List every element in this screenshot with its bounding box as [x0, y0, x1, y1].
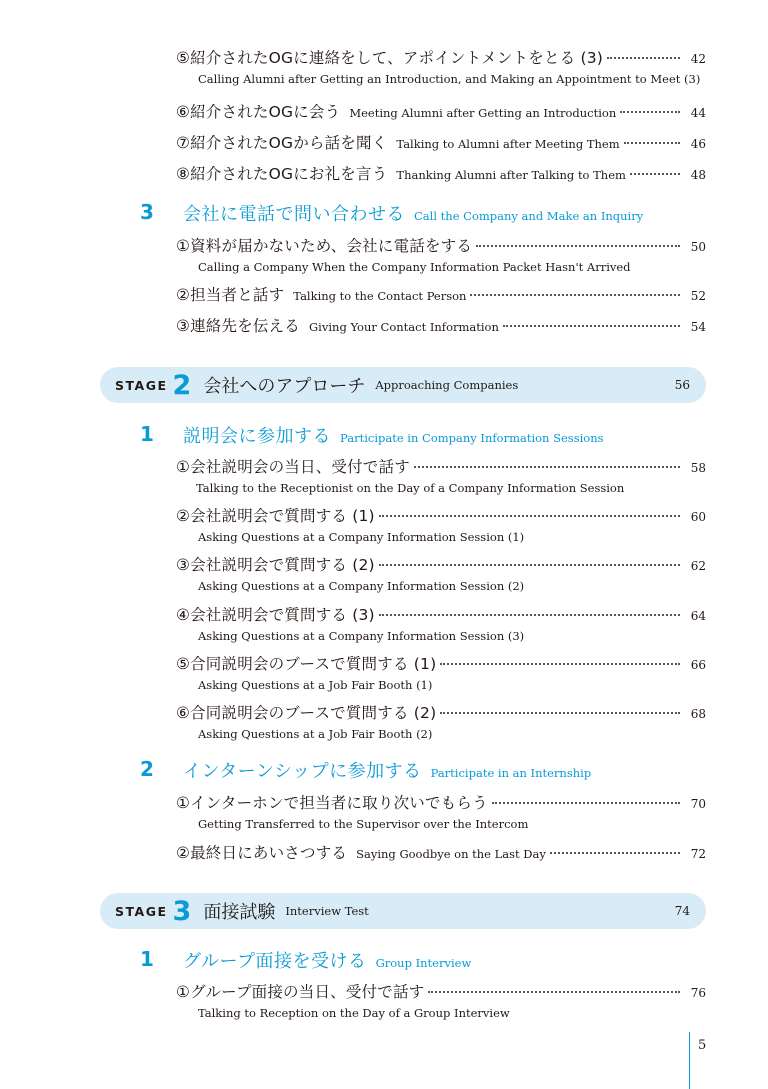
- leader-dots: [630, 173, 680, 175]
- section-number: 3: [140, 200, 154, 224]
- toc-entry[interactable]: [176, 314, 706, 334]
- entry-page: 44: [690, 106, 706, 120]
- toc-entry[interactable]: [176, 791, 706, 831]
- leader-dots: [379, 564, 680, 566]
- toc-entry[interactable]: [176, 553, 706, 593]
- entry-page: 50: [690, 240, 706, 254]
- stage-label: STAGE: [115, 903, 168, 919]
- entry-title: ⑤紹介されたOGに連絡をして、アポイントメントをとる (3): [176, 49, 604, 67]
- entry-subtitle: Talking to the Contact Person: [293, 289, 467, 303]
- toc-entry[interactable]: [176, 652, 706, 692]
- entry-subtitle: Asking Questions at a Company Information Session (2): [198, 579, 525, 593]
- entry-subtitle: Calling a Company When the Company Information Packet Hasn't Arrived: [198, 260, 631, 274]
- entry-title: ⑧紹介されたOGにお礼を言う: [176, 165, 388, 183]
- entry-subtitle: Thanking Alumni after Talking to Them: [396, 168, 626, 182]
- entry-title: ⑥合同説明会のブースで質問する (2): [176, 704, 437, 722]
- toc-entry[interactable]: [176, 234, 706, 274]
- entry-page: 42: [690, 52, 706, 66]
- section-title: グループ面接を受ける: [183, 951, 367, 972]
- entry-subtitle: Asking Questions at a Job Fair Booth (1): [198, 678, 433, 692]
- entry-page: 52: [690, 289, 706, 303]
- leader-dots: [440, 663, 680, 665]
- entry-page: 46: [690, 137, 706, 151]
- entry-page: 48: [690, 168, 706, 182]
- stage-subtitle: Approaching Companies: [375, 378, 519, 392]
- entry-title: ①会社説明会の当日、受付で話す: [176, 458, 410, 476]
- entry-subtitle: Giving Your Contact Information: [309, 320, 499, 334]
- leader-dots: [428, 991, 680, 993]
- toc-entry[interactable]: [176, 46, 706, 86]
- stage-page: 74: [674, 904, 690, 918]
- entry-title: ⑦紹介されたOGから話を聞く: [176, 134, 388, 152]
- entry-title: ②最終日にあいさつする: [176, 844, 348, 862]
- leader-dots: [414, 466, 680, 468]
- entry-subtitle: Talking to Alumni after Meeting Them: [396, 137, 620, 151]
- stage-3-banner[interactable]: [100, 893, 706, 929]
- entry-title: ①グループ面接の当日、受付で話す: [176, 983, 425, 1001]
- section-subtitle: Participate in an Internship: [430, 766, 592, 780]
- entry-subtitle: Asking Questions at a Company Information Session (3): [198, 629, 525, 643]
- entry-title: ②会社説明会で質問する (1): [176, 507, 375, 525]
- entry-title: ③会社説明会で質問する (2): [176, 556, 375, 574]
- toc-entry[interactable]: [176, 603, 706, 643]
- section-heading[interactable]: [183, 947, 471, 973]
- entry-page: 72: [690, 847, 706, 861]
- section-number: 1: [140, 947, 154, 971]
- section-heading[interactable]: [183, 422, 604, 448]
- entry-subtitle: Talking to the Receptionist on the Day of a Company Information Session: [196, 481, 625, 495]
- section-title: 会社に電話で問い合わせる: [183, 204, 405, 225]
- stage-title: 会社へのアプローチ: [203, 376, 366, 397]
- leader-dots: [624, 142, 680, 144]
- entry-page: 76: [690, 986, 706, 1000]
- entry-title: ②担当者と話す: [176, 286, 285, 304]
- section-title: インターンシップに参加する: [183, 761, 422, 782]
- toc-entry[interactable]: [176, 504, 706, 544]
- stage-number: 2: [172, 369, 192, 401]
- entry-title: ①インターホンで担当者に取り次いでもらう: [176, 794, 488, 812]
- leader-dots: [379, 614, 680, 616]
- leader-dots: [620, 111, 680, 113]
- toc-entry[interactable]: [176, 980, 706, 1020]
- entry-page: 60: [690, 510, 706, 524]
- section-subtitle: Group Interview: [375, 956, 472, 970]
- leader-dots: [503, 325, 680, 327]
- page-divider: [689, 1032, 690, 1089]
- leader-dots: [492, 802, 680, 804]
- stage-2-banner[interactable]: [100, 367, 706, 403]
- leader-dots: [476, 245, 680, 247]
- toc-entry[interactable]: [176, 841, 706, 861]
- entry-title: ①資料が届かないため、会社に電話をする: [176, 237, 473, 255]
- entry-subtitle: Asking Questions at a Job Fair Booth (2): [198, 727, 433, 741]
- stage-subtitle: Interview Test: [285, 904, 369, 918]
- entry-page: 70: [690, 797, 706, 811]
- leader-dots: [607, 57, 680, 59]
- entry-subtitle: Asking Questions at a Company Information Session (1): [198, 530, 525, 544]
- entry-title: ⑤合同説明会のブースで質問する (1): [176, 655, 437, 673]
- leader-dots: [550, 852, 680, 854]
- entry-title: ⑥紹介されたOGに会う: [176, 103, 341, 121]
- leader-dots: [440, 712, 680, 714]
- entry-page: 54: [690, 320, 706, 334]
- section-heading[interactable]: [183, 757, 591, 783]
- section-title: 説明会に参加する: [183, 426, 331, 447]
- entry-subtitle: Calling Alumni after Getting an Introduction, and Making an Appointment to Meet (3): [198, 72, 701, 86]
- stage-title: 面接試験: [203, 902, 276, 923]
- stage-label: STAGE: [115, 377, 168, 393]
- entry-page: 68: [690, 707, 706, 721]
- toc-entry[interactable]: [176, 701, 706, 741]
- section-subtitle: Participate in Company Information Sessions: [340, 431, 604, 445]
- stage-page: 56: [674, 378, 690, 392]
- toc-entry[interactable]: [176, 283, 706, 303]
- stage-number: 3: [172, 895, 192, 927]
- entry-subtitle: Saying Goodbye on the Last Day: [356, 847, 546, 861]
- entry-page: 64: [690, 609, 706, 623]
- entry-page: 66: [690, 658, 706, 672]
- toc-entry[interactable]: [176, 131, 706, 151]
- leader-dots: [379, 515, 680, 517]
- entry-subtitle: Getting Transferred to the Supervisor over the Intercom: [198, 817, 529, 831]
- entry-subtitle: Talking to Reception on the Day of a Group Interview: [198, 1006, 510, 1020]
- toc-entry[interactable]: [176, 455, 706, 495]
- section-subtitle: Call the Company and Make an Inquiry: [414, 209, 644, 223]
- entry-page: 58: [690, 461, 706, 475]
- entry-title: ④会社説明会で質問する (3): [176, 606, 375, 624]
- section-number: 2: [140, 757, 154, 781]
- entry-page: 62: [690, 559, 706, 573]
- section-number: 1: [140, 422, 154, 446]
- toc-entry[interactable]: [176, 162, 706, 182]
- leader-dots: [470, 294, 680, 296]
- toc-entry[interactable]: [176, 100, 706, 120]
- section-heading[interactable]: [183, 200, 643, 226]
- entry-title: ③連絡先を伝える: [176, 317, 300, 335]
- entry-subtitle: Meeting Alumni after Getting an Introduction: [349, 106, 617, 120]
- page-number: 5: [698, 1038, 707, 1053]
